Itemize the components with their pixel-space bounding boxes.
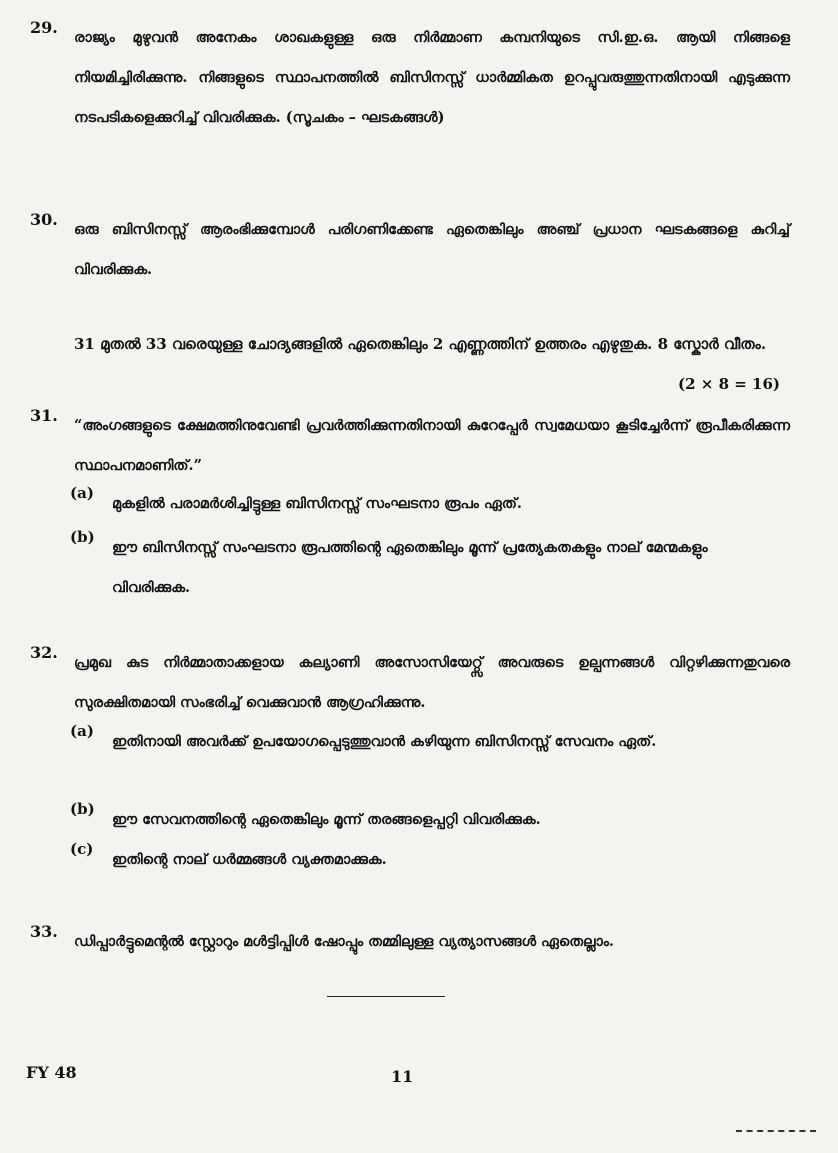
question-number: 32. [30, 643, 58, 662]
question-number: 31. [30, 406, 58, 425]
question-text: രാജ്യം മുഴുവൻ അനേകം ശാഖകളുള്ള ഒരു നിർമ്മാണ കമ്പനിയുടെ സി.ഇ.ഒ. ആയി നിങ്ങളെ നിയമിച്ചിരിക്കുന്നു. നിങ്ങളുടെ സ്ഥാപനത്തിൽ ബിസിനസ്സ് ധാർമ്മികത ഉറപ്പുവരുത്തുന്നതിനായി എടുക്കുന്ന നടപടികളെക്കുറിച്ച് വിവരിക്കുക. (സൂചകം – ഘടകങ്ങൾ) [74, 29, 790, 126]
instruction-text: 31 മുതൽ 33 വരെയുള്ള ചോദ്യങ്ങളിൽ ഏതെങ്കിലും 2 എണ്ണത്തിന് ഉത്തരം എഴുതുക. 8 സ്കോർ വീതം. [74, 335, 767, 353]
subquestion-text: ഈ സേവനത്തിന്റെ ഏതെങ്കിലും മൂന്ന് തരങ്ങളെപ്പറ്റി വിവരിക്കുക. [112, 811, 541, 828]
subquestion-32b [70, 800, 760, 840]
subquestion-32c [70, 840, 760, 880]
question-31 [30, 406, 790, 486]
question-text: “അംഗങ്ങളുടെ ക്ഷേമത്തിനുവേണ്ടി പ്രവർത്തിക്കുന്നതിനായി കുറേപ്പേർ സ്വമേധയാ കൂടിച്ചേർന്ന് രൂപീകരിക്കുന്ന സ്ഥാപനമാണിത്.” [74, 417, 790, 474]
question-number: 33. [30, 922, 58, 941]
subquestion-text: ഈ ബിസിനസ്സ് സംഘടനാ രൂപത്തിന്റെ ഏതെങ്കിലും മൂന്ന് പ്രത്യേകതകളും നാല് മേന്മകളും വിവരിക്കുക. [112, 539, 708, 596]
question-text: ഡിപ്പാർട്ടുമെന്റൽ സ്റ്റോറും മൾട്ടിപ്പിൾ ഷോപ്പും തമ്മിലുള്ള വ്യത്യാസങ്ങൾ ഏതെല്ലാം. [74, 933, 614, 950]
question-text: ഒരു ബിസിനസ്സ് ആരംഭിക്കുമ്പോൾ പരിഗണിക്കേണ്ട ഏതെങ്കിലും അഞ്ച് പ്രധാന ഘടകങ്ങളെ കുറിച്ച് വിവരിക്കുക. [74, 221, 790, 278]
section-instruction [74, 324, 780, 393]
subquestion-31b [70, 528, 760, 608]
question-number: 29. [30, 18, 58, 37]
question-number: 30. [30, 210, 58, 229]
subquestion-31a [70, 484, 760, 524]
subquestion-label: (b) [70, 528, 95, 546]
subquestion-text: മുകളിൽ പരാമർശിച്ചിട്ടുള്ള ബിസിനസ്സ് സംഘടനാ രൂപം ഏത്. [112, 495, 522, 512]
paper-code: FY 48 [26, 1063, 77, 1082]
question-30 [30, 210, 790, 290]
question-33 [30, 922, 790, 962]
subquestion-text: ഇതിന്റെ നാല് ധർമ്മങ്ങൾ വ്യക്തമാക്കുക. [112, 851, 387, 868]
subquestion-label: (b) [70, 800, 95, 818]
marks-allocation: (2 × 8 = 16) [678, 375, 780, 393]
subquestion-text: ഇതിനായി അവർക്ക് ഉപയോഗപ്പെടുത്തുവാൻ കഴിയുന്ന ബിസിനസ്സ് സേവനം ഏത്. [112, 733, 657, 750]
scan-mark [736, 1130, 816, 1132]
page-number: 11 [391, 1067, 414, 1086]
subquestion-label: (c) [70, 840, 94, 858]
question-text: പ്രമുഖ കുട നിർമ്മാതാക്കളായ കല്യാണി അസോസിയേറ്റ്സ് അവരുടെ ഉല്പന്നങ്ങൾ വിറ്റഴിക്കുന്നതുവരെ സുരക്ഷിതമായി സംഭരിച്ച് വെക്കുവാൻ ആഗ്രഹിക്കുന്നു. [74, 654, 790, 711]
subquestion-label: (a) [70, 722, 94, 740]
question-32 [30, 643, 790, 723]
question-29 [30, 18, 790, 138]
end-divider [327, 996, 445, 997]
subquestion-32a [70, 722, 760, 762]
subquestion-label: (a) [70, 484, 94, 502]
